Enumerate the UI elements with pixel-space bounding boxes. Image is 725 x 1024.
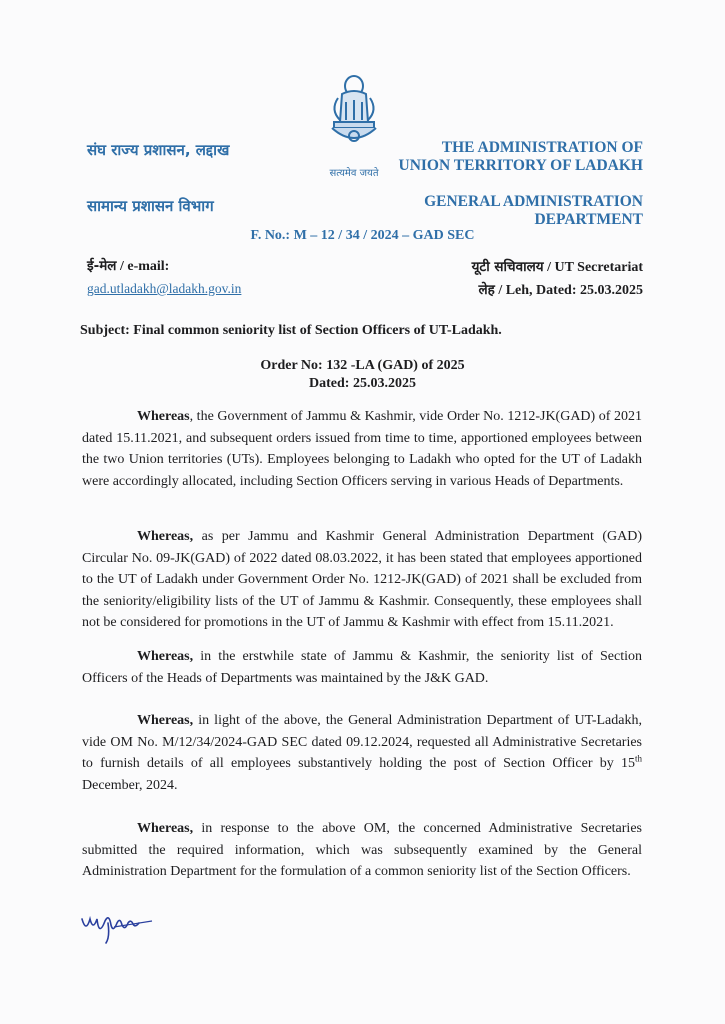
order-date: Dated: 25.03.2025 — [309, 376, 416, 391]
paragraph-4 — [82, 710, 642, 796]
english-administration-title — [399, 139, 643, 175]
paragraph-1 — [82, 406, 642, 492]
para-lead: Whereas, — [137, 649, 194, 664]
para-lead: Whereas, — [137, 529, 194, 544]
para-text: in light of the above, the General Administration Department of UT-Ladakh, vide OM No. M/12/34/2024-GAD SEC dated 09.12.2024, requested all Administrative Secretaries to furnish details of all employees substantively holding the post of Section Officer by 15 — [82, 713, 642, 771]
secretariat-english: / UT Secretariat — [543, 260, 643, 275]
email-block — [87, 256, 241, 297]
para-lead: Whereas, — [137, 713, 194, 728]
signature-icon — [78, 905, 168, 945]
place-date-line — [472, 279, 643, 302]
para-text: , the Government of Jammu & Kashmir, vide Order No. 1212-JK(GAD) of 2021 dated 15.11.2021, and subsequent orders issued from time to time, apportioned employees between the two Union territories (UTs). Employees belonging to Ladakh who opted for the UT of Ladakh were accordingly allocated, including Section Officers serving in various Heads of Departments. — [82, 409, 642, 489]
english-department-title — [424, 193, 643, 229]
email-link[interactable]: gad.utladakh@ladakh.gov.in — [87, 281, 242, 296]
admin-line-2: UNION TERRITORY OF LADAKH — [398, 157, 643, 174]
ashoka-emblem-icon — [324, 72, 384, 158]
hindi-department-title: सामान्य प्रशासन विभाग — [87, 197, 214, 215]
secretariat-line — [472, 256, 643, 279]
order-heading — [0, 357, 725, 393]
national-emblem — [318, 72, 390, 180]
paragraph-3 — [82, 646, 642, 689]
email-label: / e-mail: — [116, 259, 170, 274]
dept-line-1: GENERAL ADMINISTRATION — [424, 193, 643, 210]
para-lead: Whereas, — [137, 821, 194, 836]
hindi-administration-title: संघ राज्य प्रशासन, लद्दाख — [87, 141, 230, 159]
admin-line-1: THE ADMINISTRATION OF — [441, 139, 643, 156]
subject-line: Subject: Final common seniority list of Section Officers of UT-Ladakh. — [80, 323, 502, 338]
place-hindi: लेह — [478, 282, 495, 298]
order-number: Order No: 132 -LA (GAD) of 2025 — [260, 358, 465, 373]
para-lead: Whereas — [137, 409, 190, 424]
place-dated: / Leh, Dated: 25.03.2025 — [494, 283, 643, 298]
file-number: F. No.: M – 12 / 34 / 2024 – GAD SEC — [250, 228, 475, 243]
emblem-motto: सत्यमेव जयते — [329, 168, 379, 179]
email-label-hindi: ई-मेल — [87, 258, 117, 274]
paragraph-2 — [82, 526, 642, 634]
para-superscript: th — [634, 753, 642, 764]
paragraph-5 — [82, 818, 642, 883]
dept-line-2: DEPARTMENT — [534, 211, 643, 228]
para-tail: December, 2024. — [82, 777, 178, 793]
location-block — [472, 256, 643, 302]
secretariat-hindi: यूटी सचिवालय — [471, 259, 544, 275]
para-text: in response to the above OM, the concerned Administrative Secretaries submitted the required information, which was subsequently examined by the General Administration Department for the formulation of a common seniority list of the Section Officers. — [82, 821, 642, 879]
para-text: as per Jammu and Kashmir General Administration Department (GAD) Circular No. 09-JK(GAD) of 2022 dated 08.03.2022, it has been stated that employees apportioned to the UT of Ladakh under Government Order No. 1212-JK(GAD) of 2021 shall be excluded from the seniority/eligibility lists of the UT of Jammu & Kashmir. Consequently, these employees shall not be considered for promotions in the UT of Jammu & Kashmir with effect from 15.11.2021. — [82, 529, 642, 630]
para-text: in the erstwhile state of Jammu & Kashmir, the seniority list of Section Officers of the Heads of Departments was maintained by the J&K GAD. — [82, 649, 642, 686]
